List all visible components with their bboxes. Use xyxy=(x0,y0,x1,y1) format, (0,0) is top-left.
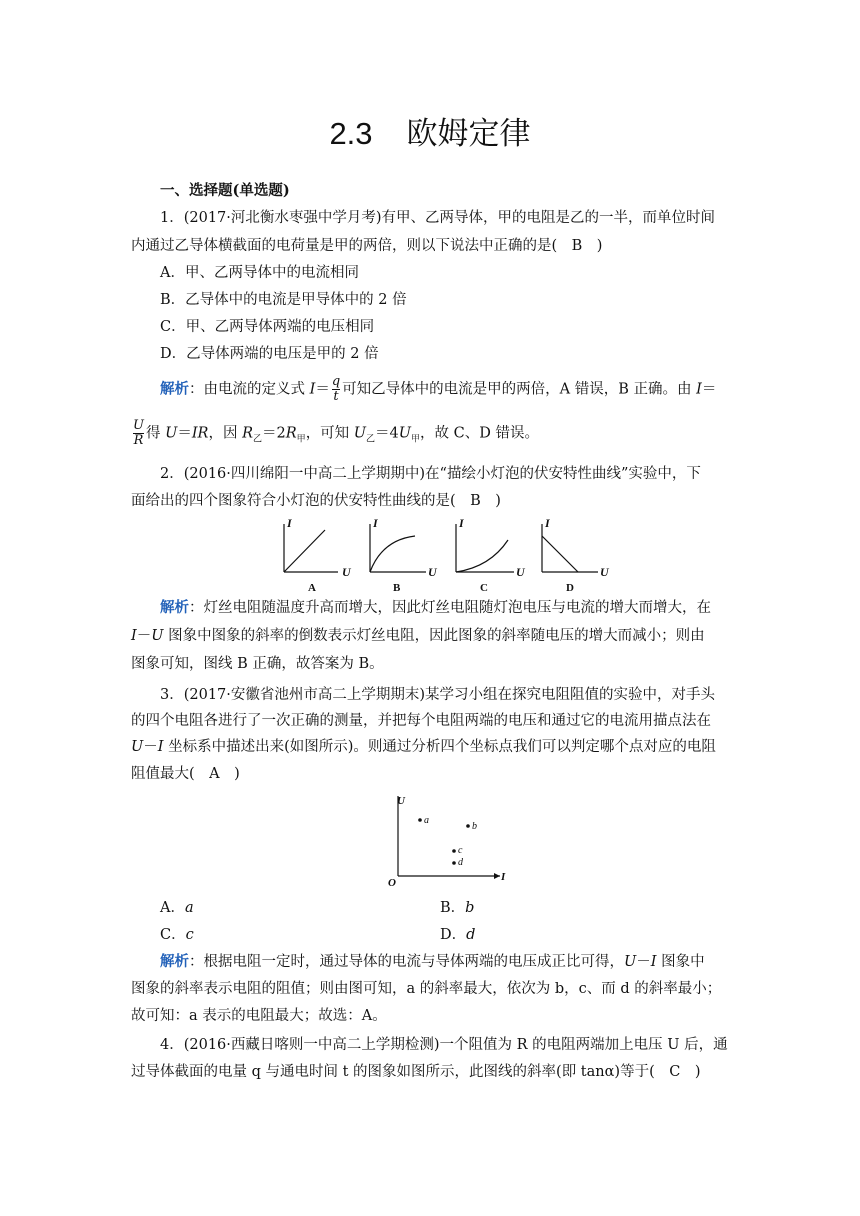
q2-analysis-line2: I－U 图象中图象的斜率的倒数表示灯丝电阻，因此图象的斜率随电压的增大而减小；则由 xyxy=(131,628,705,644)
graph-label-d: D xyxy=(566,582,574,594)
q4-line2: 过导体截面的电量 q 与通电时间 t 的图象如图所示，此图线的斜率(即 tanα)等于( C ) xyxy=(131,1064,701,1080)
section-heading: 一、选择题(单选题) xyxy=(160,182,290,199)
axis-u-a: U xyxy=(342,565,351,579)
q3-option-a: A．a xyxy=(160,900,194,916)
q1-option-d: D．乙导体两端的电压是甲的 2 倍 xyxy=(160,346,379,362)
q1-analysis-line1: 解析：由电流的定义式 I＝ $\frac{q}{t}$ 可知乙导体中的电流是甲的两倍，A 错误，B 正确。由 I＝ xyxy=(160,374,717,404)
axis-i-d: I xyxy=(545,516,550,530)
graph-d xyxy=(542,524,598,572)
label-a: a xyxy=(424,815,429,826)
q1-line1: 1．(2017·河北衡水枣强中学月考)有甲、乙两导体，甲的电阻是乙的一半，而单位时间 xyxy=(160,210,716,226)
graph-a xyxy=(284,524,338,572)
point-b xyxy=(466,824,470,828)
q3-line3: U－I 坐标系中描述出来(如图所示)。则通过分析四个坐标点我们可以判定哪个点对应的电阻 xyxy=(131,739,716,755)
q3-line4: 阻值最大( A ) xyxy=(131,766,240,782)
q2-analysis-line3: 图象可知，图线 B 正确，故答案为 B。 xyxy=(131,656,384,672)
q1-line2: 内通过乙导体横截面的电荷量是甲的两倍，则以下说法中正确的是( B ) xyxy=(131,238,603,254)
axis-u: U xyxy=(397,795,405,807)
label-d: d xyxy=(458,857,463,868)
q3-analysis-line1: 解析：根据电阻一定时，通过导体的电流与导体两端的电压成正比可得，U－I 图象中 xyxy=(160,953,705,970)
q3-analysis-line3: 故可知：a 表示的电阻最大；故选：A。 xyxy=(131,1008,387,1024)
q4-line1: 4．(2016·西藏日喀则一中高二上学期检测)一个阻值为 R 的电阻两端加上电压 U 后，通 xyxy=(160,1037,728,1053)
axis-i-a: I xyxy=(287,516,292,530)
axis-i-b: I xyxy=(373,516,378,530)
graph-label-c: C xyxy=(480,582,488,594)
q1-option-b: B．乙导体中的电流是甲导体中的 2 倍 xyxy=(160,292,407,308)
axis-u-d: U xyxy=(600,565,609,579)
section-number: 2.3 xyxy=(329,116,373,151)
point-d xyxy=(452,861,456,865)
analysis-label: 解析 xyxy=(160,953,189,970)
page-title xyxy=(0,108,860,153)
analysis-label: 解析 xyxy=(160,380,189,398)
graph-c xyxy=(456,524,514,572)
axis-u-b: U xyxy=(428,565,437,579)
axis-i: I xyxy=(501,871,506,883)
q3-analysis-line2: 图象的斜率表示电阻的阻值；则由图可知，a 的斜率最大，依次为 b，c、而 d 的斜率最小； xyxy=(131,981,722,997)
q2-line1: 2．(2016·四川绵阳一中高二上学期期中)在“描绘小灯泡的伏安特性曲线”实验中，下 xyxy=(160,466,701,482)
label-b: b xyxy=(472,821,477,832)
graph-label-b: B xyxy=(393,582,401,594)
q3-line1: 3．(2017·安徽省池州市高二上学期期末)某学习小组在探究电阻阻值的实验中，对手头 xyxy=(160,687,716,703)
fraction-u-r: $\frac{U}{R}$ xyxy=(133,418,144,448)
fraction-q-t: $\frac{q}{t}$ xyxy=(331,374,341,404)
q2-iv-graphs xyxy=(270,512,620,596)
origin-label: O xyxy=(388,877,396,889)
q1-option-a: A．甲、乙两导体中的电流相同 xyxy=(160,265,359,281)
q3-ui-scatter xyxy=(382,790,512,890)
q3-option-d: D．d xyxy=(440,927,476,943)
q3-option-b: B．b xyxy=(440,900,475,916)
q2-analysis-line1: 解析：灯丝电阻随温度升高而增大，因此灯丝电阻随灯泡电压与电流的增大而增大，在 xyxy=(160,599,711,616)
axis-i-c: I xyxy=(459,516,464,530)
point-c xyxy=(452,849,456,853)
q1-option-c: C．甲、乙两导体两端的电压相同 xyxy=(160,319,375,335)
q3-option-c: C．c xyxy=(160,927,194,943)
label-c: c xyxy=(458,845,463,856)
q2-line2: 面给出的四个图象符合小灯泡的伏安特性曲线的是( B ) xyxy=(131,493,501,509)
graph-label-a: A xyxy=(308,582,316,594)
q1-analysis-line2: $\frac{U}{R}$ 得 U＝IR，因 $R_乙=2R_甲$，可知 $U_乙=4U_甲$，故 C、D 错误。 xyxy=(133,418,539,448)
q3-line2: 的四个电阻各进行了一次正确的测量，并把每个电阻两端的电压和通过它的电流用描点法在 xyxy=(131,713,711,729)
analysis-label: 解析 xyxy=(160,599,189,616)
axis-u-c: U xyxy=(516,565,525,579)
section-title: 欧姆定律 xyxy=(406,116,531,152)
graph-b xyxy=(370,524,426,572)
point-a xyxy=(418,818,422,822)
